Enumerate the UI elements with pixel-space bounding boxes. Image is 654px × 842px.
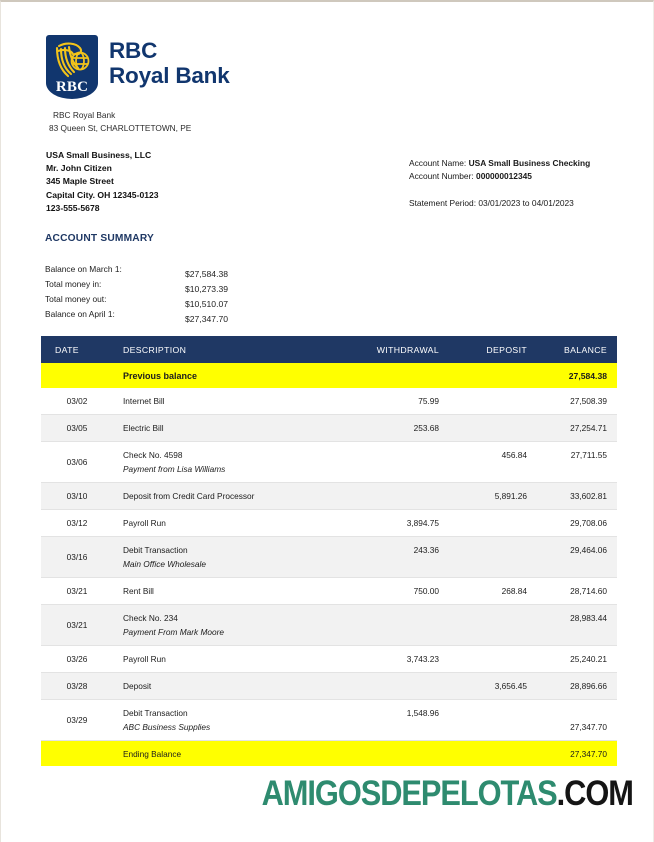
row-balance: 27,711.55 [570, 450, 607, 460]
previous-balance-row [41, 363, 617, 388]
transactions-table [41, 336, 617, 766]
row-description [113, 605, 331, 645]
column-header-description: DESCRIPTION [123, 344, 187, 355]
row-deposit [439, 388, 527, 414]
brand-name [109, 35, 230, 88]
bank-address-line-1: RBC Royal Bank [53, 110, 116, 120]
bank-address-line-2: 83 Queen St, CHARLOTTETOWN, PE [49, 122, 192, 133]
row-deposit [439, 605, 527, 645]
table-row [41, 673, 617, 700]
row-description-sub: Main Office Wholesale [123, 559, 207, 569]
bank-address [49, 109, 191, 134]
shield-label: RBC [55, 79, 89, 95]
account-name-row [409, 157, 590, 170]
table-row [41, 537, 617, 578]
account-number-row [409, 170, 590, 183]
row-withdrawal: 243.36 [413, 545, 439, 555]
row-description-main: Check No. 234 [123, 613, 178, 623]
row-balance: 28,983.44 [570, 613, 607, 623]
summary-label-3: Balance on April 1: [45, 309, 115, 320]
account-summary-title: ACCOUNT SUMMARY [45, 233, 155, 244]
table-row [41, 415, 617, 442]
account-number-label: Account Number: [409, 171, 474, 181]
brand-line-1: RBC [109, 38, 158, 63]
row-description-sub: ABC Business Supplies [123, 722, 211, 732]
table-row [41, 510, 617, 537]
row-balance: 28,714.60 [570, 586, 607, 596]
customer-company: USA Small Business, LLC [46, 150, 152, 160]
account-name-label: Account Name: [409, 158, 467, 168]
row-balance: 29,464.06 [570, 545, 607, 555]
row-balance: 27,508.39 [570, 396, 607, 406]
row-withdrawal: 75.99 [418, 396, 439, 406]
row-balance: 25,240.21 [570, 654, 607, 664]
previous-balance-label: Previous balance [123, 370, 198, 381]
row-withdrawal: 1,548.96 [406, 708, 439, 718]
customer-address [46, 149, 159, 215]
row-deposit [439, 700, 527, 740]
row-date: 03/12 [66, 518, 88, 528]
row-description [113, 537, 331, 577]
row-withdrawal [331, 605, 439, 645]
ending-balance-amount: 27,347.70 [570, 748, 607, 759]
ending-balance-row [41, 741, 617, 766]
column-header-balance: BALANCE [563, 344, 607, 355]
row-date: 03/21 [66, 620, 88, 630]
row-description [113, 700, 331, 740]
summary-value-2: $10,510.07 [185, 299, 229, 310]
row-description-sub: Payment From Mark Moore [123, 627, 224, 637]
row-withdrawal: 3,894.75 [406, 518, 439, 528]
table-header-row [41, 336, 617, 363]
table-row [41, 483, 617, 510]
summary-value-3: $27,347.70 [185, 314, 229, 325]
row-deposit: 5,891.26 [494, 491, 527, 501]
row-description: Deposit [123, 681, 152, 691]
row-balance: 27,254.71 [570, 423, 607, 433]
row-date: 03/21 [66, 586, 88, 596]
column-header-withdrawal: WITHDRAWAL [376, 344, 439, 355]
row-deposit [439, 537, 527, 577]
rbc-shield-icon [46, 35, 98, 99]
table-row [41, 605, 617, 646]
row-description-main: Debit Transaction [123, 545, 188, 555]
previous-balance-amount: 27,584.38 [568, 370, 607, 381]
brand-line-2: Royal Bank [109, 63, 230, 88]
row-date: 03/02 [66, 396, 88, 406]
row-description: Deposit from Credit Card Processor [123, 491, 255, 501]
row-withdrawal [331, 442, 439, 482]
summary-label-1: Total money in: [45, 279, 102, 290]
row-balance: 29,708.06 [570, 518, 607, 528]
summary-label-2: Total money out: [45, 294, 107, 305]
watermark-primary: AMIGOSDEPELOTAS [261, 774, 557, 813]
table-row [41, 700, 617, 741]
row-date: 03/16 [66, 552, 88, 562]
row-description-main: Debit Transaction [123, 708, 188, 718]
row-balance: 33,602.81 [570, 491, 607, 501]
row-balance: 27,347.70 [570, 722, 607, 732]
account-number-value: 000000012345 [476, 171, 532, 181]
table-row [41, 442, 617, 483]
row-withdrawal: 253.68 [413, 423, 439, 433]
summary-value-0: $27,584.38 [185, 269, 229, 279]
row-deposit [439, 646, 527, 672]
table-row [41, 388, 617, 415]
row-date: 03/29 [66, 715, 88, 725]
table-row [41, 646, 617, 673]
account-info [409, 157, 590, 210]
row-description [113, 442, 331, 482]
customer-city-state-zip: Capital City. OH 12345-0123 [46, 189, 159, 200]
account-summary-labels [45, 262, 122, 322]
row-description: Payroll Run [123, 518, 166, 528]
customer-street: 345 Maple Street [46, 176, 114, 187]
row-description: Internet Bill [123, 396, 165, 406]
row-description-main: Check No. 4598 [123, 450, 183, 460]
row-date: 03/28 [66, 681, 88, 691]
watermark-suffix: .COM [556, 774, 633, 813]
row-deposit: 3,656.45 [494, 681, 527, 691]
summary-value-1: $10,273.39 [185, 284, 229, 295]
row-description: Rent Bill [123, 586, 154, 596]
row-withdrawal [331, 673, 439, 699]
row-date: 03/26 [66, 654, 88, 664]
row-date: 03/10 [66, 491, 88, 501]
ending-balance-label: Ending Balance [123, 748, 182, 759]
row-description-sub: Payment from Lisa Williams [123, 464, 226, 474]
row-description: Payroll Run [123, 654, 166, 664]
column-header-date: DATE [55, 344, 79, 355]
row-balance: 28,896.66 [570, 681, 607, 691]
customer-name: Mr. John Citizen [46, 163, 112, 174]
row-withdrawal: 750.00 [413, 586, 439, 596]
row-withdrawal: 3,743.23 [406, 654, 439, 664]
row-description: Electric Bill [123, 423, 164, 433]
summary-label-0: Balance on March 1: [45, 264, 122, 274]
site-watermark [262, 774, 633, 814]
statement-period: Statement Period: 03/01/2023 to 04/01/2023 [409, 198, 574, 208]
account-name-value: USA Small Business Checking [468, 158, 591, 168]
row-deposit [439, 510, 527, 536]
row-deposit: 268.84 [501, 586, 527, 596]
column-header-deposit: DEPOSIT [486, 344, 527, 355]
customer-phone: 123-555-5678 [46, 202, 100, 213]
table-row [41, 578, 617, 605]
rbc-logo [46, 35, 230, 99]
row-withdrawal [331, 483, 439, 509]
account-summary-values [185, 267, 228, 327]
row-deposit: 456.84 [501, 450, 527, 460]
row-date: 03/05 [66, 423, 88, 433]
row-deposit [439, 415, 527, 441]
row-date: 03/06 [66, 457, 88, 467]
